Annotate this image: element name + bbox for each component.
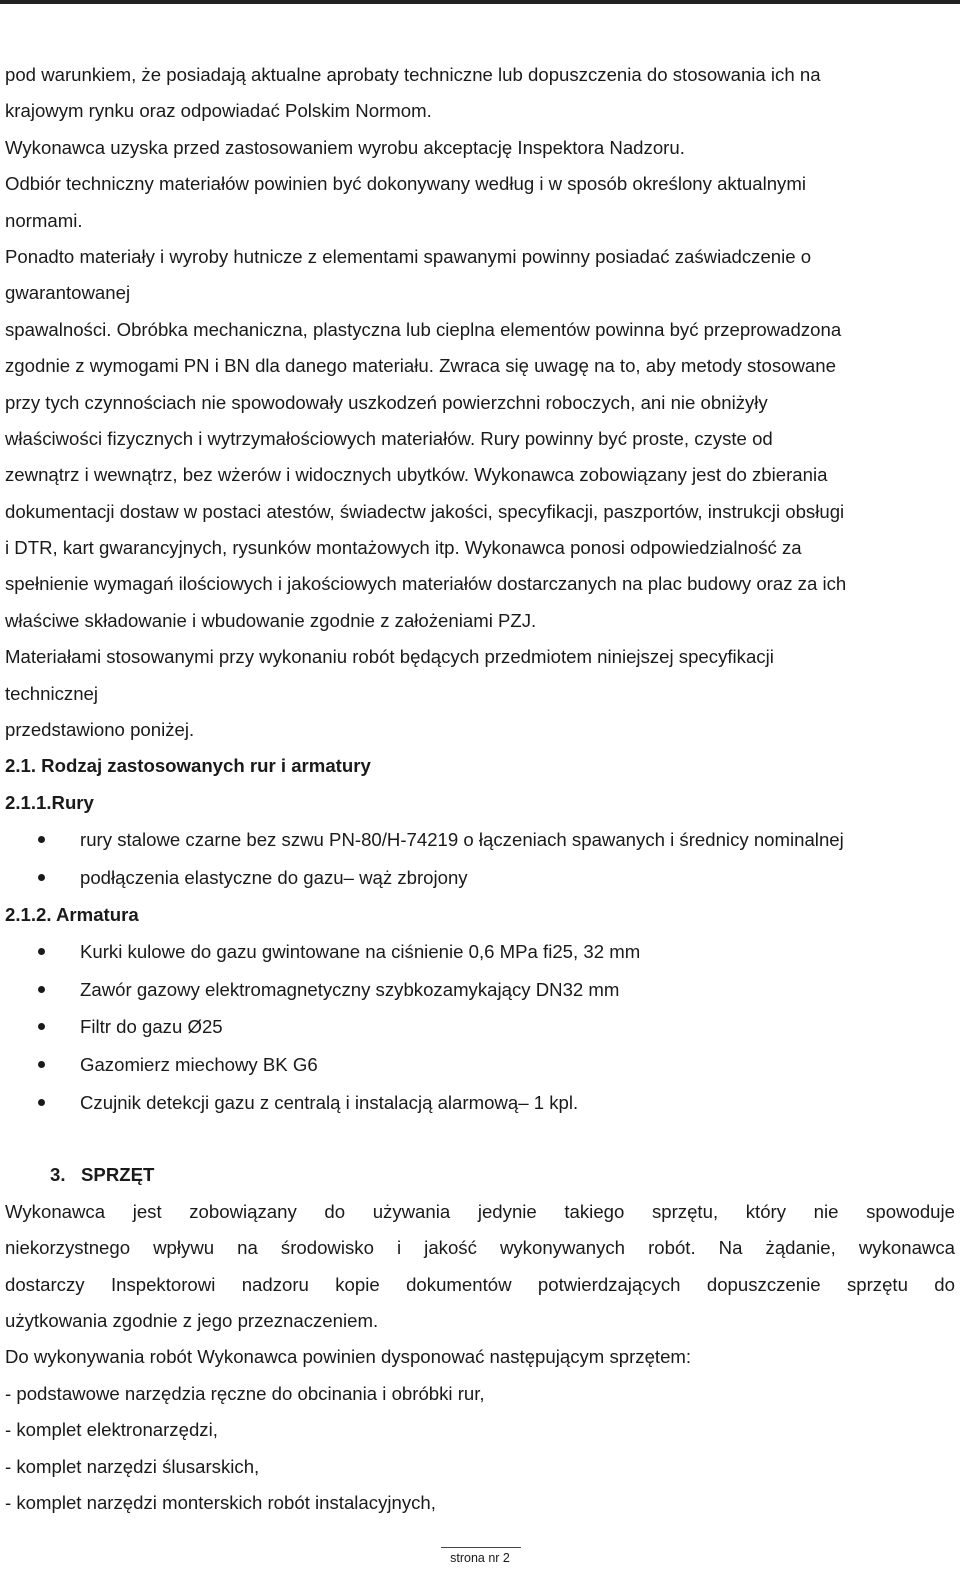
equipment-item: - komplet narzędzi ślusarskich, — [5, 1455, 260, 1477]
bullet-icon — [38, 874, 45, 881]
paragraph-line: dokumentacji dostaw w postaci atestów, świadectw jakości, specyfikacji, paszportów, instrukcji obsługi — [5, 500, 845, 522]
list-item-text: Filtr do gazu Ø25 — [80, 1016, 223, 1038]
footer-rule — [441, 1547, 521, 1548]
paragraph-line: przedstawiono poniżej. — [5, 719, 195, 741]
page-number: strona nr 2 — [450, 1551, 510, 1565]
paragraph-line: krajowym rynku oraz odpowiadać Polskim Normom. — [5, 100, 432, 122]
equipment-item: - komplet elektronarzędzi, — [5, 1419, 218, 1441]
paragraph-line: Odbiór techniczny materiałów powinien być dokonywany według i w sposób określony aktualnymi — [5, 173, 806, 195]
fittings-list — [5, 933, 955, 1121]
paragraph-line: właściwe składowanie i wbudowanie zgodnie z założeniami PZJ. — [5, 609, 537, 631]
section-heading-2-1-1: 2.1.1.Rury — [5, 791, 94, 813]
paragraph-line: i DTR, kart gwarancyjnych, rysunków montażowych itp. Wykonawca ponosi odpowiedzialność za — [5, 537, 802, 559]
header-rule — [0, 0, 960, 4]
bullet-icon — [38, 1023, 45, 1030]
paragraph-line: Wykonawca jest zobowiązany do używania jedynie takiego sprzętu, który nie spowoduje — [5, 1200, 955, 1222]
section-number: 3. — [50, 1164, 66, 1186]
section-heading-2-1: 2.1. Rodzaj zastosowanych rur i armatury — [5, 755, 371, 777]
paragraph-line: gwarantowanej — [5, 282, 131, 304]
list-item — [5, 1008, 955, 1046]
paragraph-line: spełnienie wymagań ilościowych i jakościowych materiałów dostarczanych na plac budowy oraz za ich — [5, 573, 847, 595]
list-item-text: podłączenia elastyczne do gazu– wąż zbrojony — [80, 866, 468, 888]
bullet-icon — [38, 986, 45, 993]
list-item — [5, 859, 955, 897]
list-item — [5, 933, 955, 971]
paragraph-line: zgodnie z wymogami PN i BN dla danego materiału. Zwraca się uwagę na to, aby metody stosowane — [5, 355, 836, 377]
paragraph-line: Wykonawca uzyska przed zastosowaniem wyrobu akceptację Inspektora Nadzoru. — [5, 136, 685, 158]
paragraph-line: spawalności. Obróbka mechaniczna, plastyczna lub cieplna elementów powinna być przeprowadzona — [5, 318, 842, 340]
paragraph-line: dostarczy Inspektorowi nadzoru kopie dokumentów potwierdzających dopuszczenie sprzętu do — [5, 1273, 955, 1295]
list-item-text: Kurki kulowe do gazu gwintowane na ciśnienie 0,6 MPa fi25, 32 mm — [80, 940, 641, 962]
paragraph-line: zewnątrz i wewnątrz, bez wżerów i widocznych ubytków. Wykonawca zobowiązany jest do zbierania — [5, 464, 828, 486]
list-item-text: Zawór gazowy elektromagnetyczny szybkozamykający DN32 mm — [80, 978, 620, 1000]
bullet-icon — [38, 836, 45, 843]
paragraph-line: właściwości fizycznych i wytrzymałościowych materiałów. Rury powinny być proste, czyste od — [5, 427, 773, 449]
section-spacer — [5, 1121, 955, 1157]
list-item — [5, 1084, 955, 1122]
equipment-item: - podstawowe narzędzia ręczne do obcinania i obróbki rur, — [5, 1382, 485, 1404]
bullet-icon — [38, 948, 45, 955]
list-item — [5, 1046, 955, 1084]
paragraph-line: użytkowania zgodnie z jego przeznaczeniem. — [5, 1309, 379, 1331]
equipment-item: - komplet narzędzi monterskich robót instalacyjnych, — [5, 1491, 436, 1513]
materials-paragraph — [5, 57, 955, 748]
paragraph-line: Do wykonywania robót Wykonawca powinien dysponować następującym sprzętem: — [5, 1346, 692, 1368]
bullet-icon — [38, 1061, 45, 1068]
list-item — [5, 821, 955, 859]
paragraph-line: przy tych czynnościach nie spowodowały uszkodzeń powierzchni roboczych, ani nie obniżyły — [5, 391, 768, 413]
section-heading-3 — [5, 1157, 955, 1193]
equipment-paragraph — [5, 1194, 955, 1522]
document-body — [5, 57, 955, 1521]
page-footer — [0, 1551, 960, 1565]
list-item-text: Czujnik detekcji gazu z centralą i instalacją alarmową– 1 kpl. — [80, 1091, 579, 1113]
list-item-text: rury stalowe czarne bez szwu PN-80/H-74219 o łączeniach spawanych i średnicy nominalnej — [80, 829, 844, 851]
section-heading-2-1-2: 2.1.2. Armatura — [5, 903, 139, 925]
paragraph-line: normami. — [5, 209, 83, 231]
section-title: SPRZĘT — [81, 1164, 155, 1186]
paragraph-line: pod warunkiem, że posiadają aktualne aprobaty techniczne lub dopuszczenia do stosowania ich na — [5, 64, 821, 85]
list-item-text: Gazomierz miechowy BK G6 — [80, 1054, 318, 1076]
paragraph-line: Ponadto materiały i wyroby hutnicze z elementami spawanymi powinny posiadać zaświadczenie o — [5, 245, 812, 267]
bullet-icon — [38, 1099, 45, 1106]
pipes-list — [5, 821, 955, 896]
list-item — [5, 971, 955, 1009]
paragraph-line: Materiałami stosowanymi przy wykonaniu robót będących przedmiotem niniejszej specyfikacji — [5, 646, 774, 668]
paragraph-line: niekorzystnego wpływu na środowisko i jakość wykonywanych robót. Na żądanie, wykonawca — [5, 1237, 955, 1259]
paragraph-line: technicznej — [5, 682, 99, 704]
